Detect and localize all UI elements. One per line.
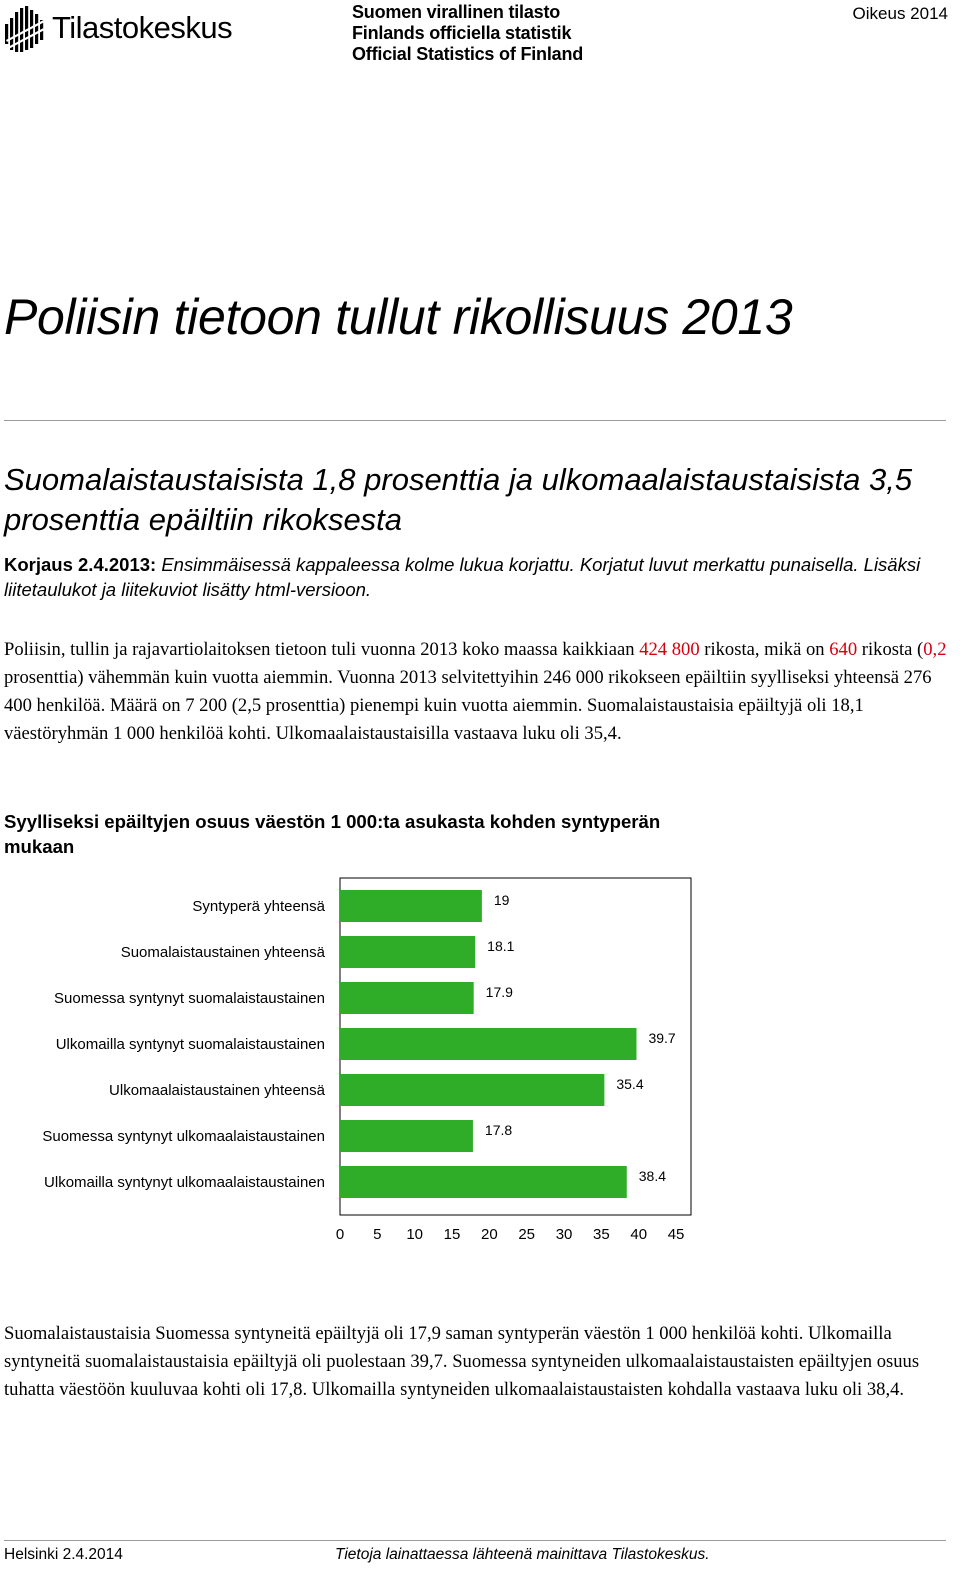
chart-x-tick-label: 10 bbox=[406, 1226, 424, 1243]
chart-x-tick-label: 0 bbox=[335, 1226, 345, 1243]
official-line-sv: Finlands officiella statistik bbox=[352, 23, 572, 43]
corrected-value-1: 424 800 bbox=[639, 639, 700, 660]
chart-bar bbox=[340, 1166, 627, 1198]
chart-value-label: 19 bbox=[493, 892, 510, 908]
intro-text-3: rikosta ( bbox=[857, 639, 924, 660]
official-line-fi: Suomen virallinen tilasto bbox=[352, 2, 561, 22]
chart-value-label: 35.4 bbox=[616, 1076, 644, 1092]
logo-wordmark: Tilastokeskus bbox=[52, 10, 233, 45]
corrected-value-3: 0,2 bbox=[923, 639, 947, 660]
chart-value-label: 18.1 bbox=[487, 938, 515, 954]
chart-x-tick-label: 20 bbox=[481, 1226, 498, 1243]
chart-category-label: Suomessa syntynyt suomalaistaustainen bbox=[54, 990, 325, 1007]
chart-value-label: 17.9 bbox=[485, 984, 513, 1000]
footer-citation-note: Tietoja lainattaessa lähteenä mainittava Tilastokeskus. bbox=[335, 1546, 710, 1563]
chart-bar bbox=[340, 890, 482, 922]
chart-x-tick-label: 40 bbox=[630, 1226, 648, 1243]
chart-category-label: Syntyperä yhteensä bbox=[192, 898, 325, 915]
chart-category-label: Suomalaistaustainen yhteensä bbox=[120, 944, 325, 961]
chart-category-label: Ulkomaalaistaustainen yhteensä bbox=[109, 1082, 325, 1099]
chart-category-label: Ulkomailla syntynyt suomalaistaustainen bbox=[55, 1036, 325, 1053]
chart-x-tick-label: 5 bbox=[373, 1226, 382, 1243]
footer-place-date: Helsinki 2.4.2014 bbox=[4, 1546, 123, 1563]
chart-x-tick-label: 30 bbox=[555, 1226, 573, 1243]
chart-bar bbox=[340, 1120, 473, 1152]
page-subtitle: Suomalaistaustaisista 1,8 prosenttia ja ulkomaalaistaustaisista 3,5 prosenttia epäiltiin rikoksesta bbox=[4, 462, 913, 537]
chart-bar bbox=[340, 1074, 604, 1106]
official-line-en: Official Statistics of Finland bbox=[352, 44, 584, 64]
chart-bar bbox=[340, 1028, 636, 1060]
intro-text-1: Poliisin, tullin ja rajavartiolaitoksen tietoon tuli vuonna 2013 koko maassa kaikkiaan bbox=[4, 639, 640, 660]
page-title: Poliisin tietoon tullut rikollisuus 2013 bbox=[4, 289, 793, 345]
chart-value-label: 17.8 bbox=[484, 1122, 513, 1138]
chart-bar bbox=[340, 982, 474, 1014]
tilastokeskus-logo bbox=[4, 2, 244, 58]
chart-bar bbox=[340, 936, 475, 968]
correction-note bbox=[4, 552, 934, 602]
correction-label: Korjaus 2.4.2013: bbox=[4, 554, 157, 575]
outro-paragraph: Suomalaistaustaisia Suomessa syntyneitä epäiltyjä oli 17,9 saman syntyperän väestön 1 000 henkilöä kohti. Ulkomailla syntyneitä suomalaistaustaisia epäiltyjä oli puolestaan 39,7. Suomessa syntyneiden ulkomaalaistaustaisten epäiltyjen osuus tuhatta väestöön kuuluvaa kohti oli 17,8. Ulkomailla syntyneiden ulkomaalaistaustaisten kohdalla vastaava luku oli 38,4. bbox=[4, 1323, 920, 1400]
chart-x-tick-label: 35 bbox=[593, 1226, 610, 1243]
chart-heading: Syylliseksi epäiltyjen osuus väestön 1 000:ta asukasta kohden syntyperän mukaan bbox=[4, 811, 661, 857]
chart-x-tick-label: 45 bbox=[667, 1226, 685, 1243]
chart-x-tick-label: 15 bbox=[443, 1226, 461, 1243]
chart-x-tick-label: 25 bbox=[518, 1226, 536, 1243]
intro-text-2: rikosta, mikä on bbox=[699, 639, 830, 660]
chart-category-label: Suomessa syntynyt ulkomaalaistaustainen bbox=[42, 1128, 325, 1145]
tilastokeskus-logo-icon bbox=[4, 4, 46, 54]
publication-id: Oikeus 2014 bbox=[852, 4, 948, 23]
chart-value-label: 39.7 bbox=[648, 1030, 676, 1046]
intro-text-4: prosenttia) vähemmän kuin vuotta aiemmin. Vuonna 2013 selvitettyihin 246 000 rikokseen epäiltiin syylliseksi yhteensä 276 400 henkilöä. Määrä on 7 200 (2,5 prosenttia) pienempi kuin vuotta aiemmin. Suomalaistaustaisia epäiltyjä oli 18,1 väestöryhmän 1 000 henkilöä kohti. Ulkomaalaistaustaisilla vastaava luku oli 35,4. bbox=[4, 667, 932, 744]
correction-text: Ensimmäisessä kappaleessa kolme lukua korjattu. Korjatut luvut merkattu punaisella. Lisäksi liitetaulukot ja liitekuviot lisätty html-versioon. bbox=[4, 554, 921, 600]
title-divider bbox=[4, 420, 946, 421]
chart-value-label: 38.4 bbox=[638, 1168, 667, 1184]
chart-category-label: Ulkomailla syntynyt ulkomaalaistaustainen bbox=[44, 1174, 325, 1191]
footer-divider bbox=[4, 1540, 946, 1541]
bar-chart bbox=[0, 870, 700, 1250]
corrected-value-2: 640 bbox=[829, 639, 858, 660]
official-statistics-label bbox=[352, 2, 583, 65]
intro-paragraph bbox=[4, 636, 950, 748]
